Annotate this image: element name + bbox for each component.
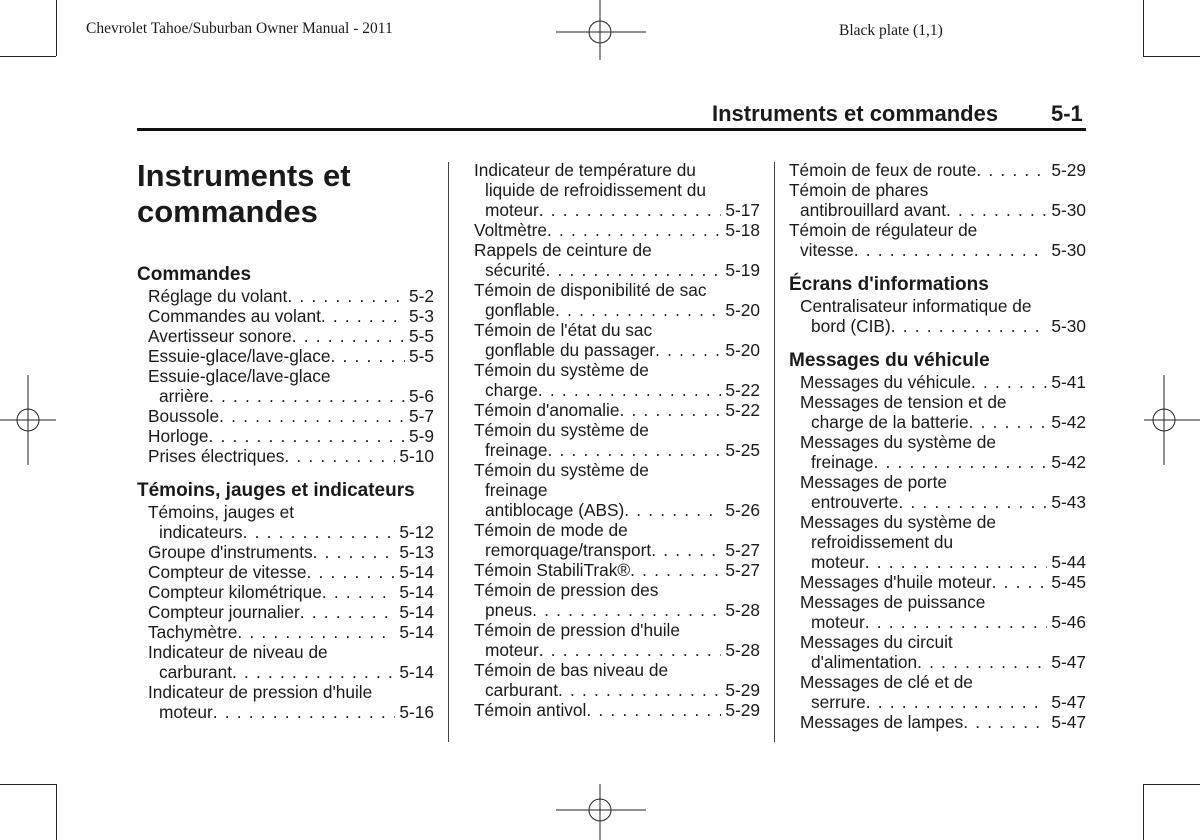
toc-entry[interactable]: [474, 420, 760, 460]
toc-entry[interactable]: [474, 560, 760, 580]
toc-entry[interactable]: [137, 562, 434, 582]
dot-leader: [538, 380, 722, 400]
toc-entry-text: Messages de porte: [800, 472, 947, 492]
toc-entry-text: moteur: [485, 200, 539, 220]
column-divider: [448, 162, 449, 742]
toc-entry-text: Témoin de régulateur de: [789, 220, 978, 240]
toc-entry-text: Compteur de vitesse: [148, 562, 307, 582]
toc-page-number: 5-14: [399, 582, 434, 602]
toc-page-number: 5-20: [725, 340, 760, 360]
toc-page-number: 5-25: [725, 440, 760, 460]
dot-leader: [586, 700, 721, 720]
toc-entry-text: Messages du circuit: [800, 632, 953, 652]
toc-entry-text: freinage: [485, 480, 548, 500]
crop-mark: [1143, 56, 1200, 57]
toc-entry-text: Témoin de pression d'huile: [474, 620, 680, 640]
chapter-title: [137, 158, 351, 230]
toc-column-1: [137, 264, 434, 722]
dot-leader: [866, 692, 1048, 712]
toc-entry-text: serrure: [811, 692, 866, 712]
toc-entry-text: Témoin de bas niveau de: [474, 660, 669, 680]
toc-entry[interactable]: [137, 426, 434, 446]
crop-mark: [1143, 784, 1200, 785]
toc-page-number: 5-29: [725, 680, 760, 700]
dot-leader: [546, 260, 722, 280]
crop-mark: [1143, 784, 1144, 840]
registration-mark-top: [556, 0, 646, 60]
page-number: 5-1: [1051, 101, 1083, 126]
chapter-title-line: Instruments et: [137, 158, 351, 193]
dot-leader: [619, 400, 721, 420]
toc-entry[interactable]: [137, 286, 434, 306]
dot-leader: [321, 306, 405, 326]
toc-entry[interactable]: [789, 512, 1086, 572]
dot-leader: [292, 326, 405, 346]
toc-page-number: 5-41: [1051, 372, 1086, 392]
crop-mark: [1143, 0, 1144, 56]
toc-entry-text: indicateurs: [159, 522, 243, 542]
toc-entry-text: Témoin de mode de: [474, 520, 628, 540]
toc-entry-text: Prises électriques: [148, 446, 285, 466]
toc-entry-text: freinage: [485, 440, 548, 460]
toc-entry[interactable]: [137, 642, 434, 682]
toc-page-number: 5-18: [725, 220, 760, 240]
toc-entry[interactable]: [474, 400, 760, 420]
toc-page-number: 5-14: [399, 622, 434, 642]
toc-entry-text: Témoin de l'état du sac: [474, 320, 653, 340]
toc-entry-text: Témoin du système de: [474, 360, 649, 380]
toc-entry-text: moteur: [159, 702, 213, 722]
toc-entry-text: Témoin du système de: [474, 460, 649, 480]
toc-entry[interactable]: [137, 602, 434, 622]
toc-entry-text: Témoins, jauges et: [148, 502, 295, 522]
header-rule: [137, 128, 1086, 131]
toc-entry-text: pneus: [485, 600, 533, 620]
toc-entry[interactable]: [137, 502, 434, 542]
toc-entry-text: Témoin antivol: [474, 700, 587, 720]
toc-page-number: 5-42: [1051, 452, 1086, 472]
toc-entry-text: Compteur journalier: [148, 602, 300, 622]
toc-entry-text: moteur: [485, 640, 539, 660]
toc-page-number: 5-22: [725, 380, 760, 400]
toc-entry-text: Indicateur de niveau de: [148, 642, 328, 662]
toc-entry-text: Messages du système de: [800, 512, 996, 532]
toc-entry-text: moteur: [811, 552, 865, 572]
toc-page-number: 5-47: [1051, 692, 1086, 712]
toc-entry-text: Centralisateur informatique de: [800, 296, 1032, 316]
toc-entry-text: refroidissement du: [811, 532, 954, 552]
registration-mark-left: [0, 375, 56, 465]
manual-title: Chevrolet Tahoe/Suburban Owner Manual - 2011: [86, 20, 393, 37]
toc-entry[interactable]: [474, 520, 760, 560]
toc-entry-text: Voltmètre: [474, 220, 547, 240]
toc-entry[interactable]: [789, 392, 1086, 432]
toc-section-heading: Messages du véhicule: [789, 350, 990, 371]
toc-entry-text: gonflable du passager: [485, 340, 656, 360]
toc-page-number: 5-2: [409, 286, 434, 306]
dot-leader: [558, 680, 721, 700]
toc-page-number: 5-29: [1051, 160, 1086, 180]
toc-page-number: 5-45: [1051, 572, 1086, 592]
dot-leader: [630, 560, 721, 580]
toc-entry[interactable]: [789, 632, 1086, 672]
dot-leader: [873, 452, 1047, 472]
toc-page-number: 5-5: [409, 326, 434, 346]
dot-leader: [624, 500, 721, 520]
toc-entry-text: Indicateur de température du: [474, 160, 696, 180]
toc-entry-text: Témoin StabiliTrak®: [474, 560, 631, 580]
toc-entry[interactable]: [474, 660, 760, 700]
toc-page-number: 5-22: [725, 400, 760, 420]
toc-entry-text: Témoin de feux de route: [789, 160, 977, 180]
toc-entry[interactable]: [474, 320, 760, 360]
toc-page-number: 5-47: [1051, 712, 1086, 732]
toc-entry[interactable]: [474, 280, 760, 320]
dot-leader: [555, 300, 721, 320]
toc-entry-text: Avertisseur sonore: [148, 326, 292, 346]
dot-leader: [655, 340, 721, 360]
toc-entry-text: Essuie-glace/lave-glace: [148, 366, 331, 386]
crop-mark: [56, 0, 57, 56]
toc-page-number: 5-30: [1051, 200, 1086, 220]
toc-entry-text: gonflable: [485, 300, 556, 320]
toc-entry[interactable]: [789, 372, 1086, 392]
toc-entry[interactable]: [137, 406, 434, 426]
dot-leader: [963, 712, 1047, 732]
toc-entry[interactable]: [789, 672, 1086, 712]
toc-entry-text: Horloge: [148, 426, 209, 446]
toc-page-number: 5-9: [409, 426, 434, 446]
toc-entry[interactable]: [474, 240, 760, 280]
toc-entry-text: Messages de clé et de: [800, 672, 973, 692]
dot-leader: [539, 640, 722, 660]
toc-entry-text: Compteur kilométrique: [148, 582, 322, 602]
toc-entry-text: Indicateur de pression d'huile: [148, 682, 373, 702]
toc-entry[interactable]: [474, 580, 760, 620]
toc-entry[interactable]: [789, 160, 1086, 180]
dot-leader: [219, 406, 405, 426]
toc-entry[interactable]: [474, 700, 760, 720]
toc-section-heading: Commandes: [137, 264, 252, 285]
toc-entry[interactable]: [789, 572, 1086, 592]
dot-leader: [232, 662, 395, 682]
toc-entry-text: antibrouillard avant: [800, 200, 947, 220]
dot-leader: [532, 600, 721, 620]
toc-entry[interactable]: [474, 620, 760, 660]
dot-leader: [284, 446, 395, 466]
dot-leader: [946, 200, 1047, 220]
dot-leader: [331, 346, 406, 366]
toc-entry[interactable]: [137, 446, 434, 466]
column-divider: [774, 162, 775, 742]
toc-entry-text: Messages du véhicule: [800, 372, 971, 392]
toc-page-number: 5-19: [725, 260, 760, 280]
dot-leader: [865, 552, 1048, 572]
toc-entry-text: freinage: [811, 452, 874, 472]
dot-leader: [969, 412, 1048, 432]
toc-entry-text: d'alimentation: [811, 652, 918, 672]
chapter-title-line: commandes: [137, 194, 318, 229]
toc-entry-text: Messages de lampes: [800, 712, 964, 732]
toc-entry-text: bord (CIB): [811, 316, 891, 336]
toc-entry[interactable]: [137, 346, 434, 366]
dot-leader: [976, 160, 1047, 180]
toc-column-3: [789, 160, 1086, 732]
toc-page-number: 5-28: [725, 640, 760, 660]
toc-entry[interactable]: [137, 542, 434, 562]
toc-page-number: 5-20: [725, 300, 760, 320]
toc-entry-text: Réglage du volant: [148, 286, 288, 306]
toc-entry-text: antiblocage (ABS): [485, 500, 625, 520]
toc-entry[interactable]: [789, 220, 1086, 260]
toc-entry[interactable]: [789, 712, 1086, 732]
registration-mark-right: [1144, 375, 1200, 465]
registration-mark-bottom: [556, 784, 646, 840]
crop-mark: [56, 784, 57, 840]
dot-leader: [854, 240, 1048, 260]
toc-page-number: 5-43: [1051, 492, 1086, 512]
toc-page-number: 5-27: [725, 560, 760, 580]
crop-mark: [0, 56, 56, 57]
dot-leader: [651, 540, 721, 560]
toc-entry-text: arrière: [159, 386, 209, 406]
toc-entry[interactable]: [474, 460, 760, 520]
toc-entry[interactable]: [137, 682, 434, 722]
toc-entry-text: carburant: [485, 680, 559, 700]
toc-entry[interactable]: [789, 592, 1086, 632]
toc-page-number: 5-5: [409, 346, 434, 366]
toc-entry-text: Groupe d'instruments: [148, 542, 313, 562]
dot-leader: [971, 372, 1047, 392]
toc-section-heading: Témoins, jauges et indicateurs: [137, 480, 415, 501]
toc-page-number: 5-14: [399, 662, 434, 682]
dot-leader: [243, 522, 396, 542]
toc-page-number: 5-14: [399, 562, 434, 582]
toc-page-number: 5-10: [399, 446, 434, 466]
dot-leader: [300, 602, 396, 622]
toc-entry-text: Messages du système de: [800, 432, 996, 452]
toc-entry-text: charge de la batterie: [811, 412, 969, 432]
toc-entry[interactable]: [137, 306, 434, 326]
dot-leader: [547, 440, 721, 460]
plate-label: Black plate (1,1): [839, 22, 943, 39]
toc-entry-text: remorquage/transport: [485, 540, 652, 560]
toc-page-number: 5-44: [1051, 552, 1086, 572]
toc-entry[interactable]: [137, 622, 434, 642]
dot-leader: [992, 572, 1048, 592]
toc-entry[interactable]: [137, 326, 434, 346]
toc-column-2: [474, 160, 760, 720]
dot-leader: [213, 702, 396, 722]
dot-leader: [322, 582, 396, 602]
toc-entry[interactable]: [789, 432, 1086, 472]
toc-entry-text: charge: [485, 380, 538, 400]
toc-entry-text: Boussole: [148, 406, 220, 426]
toc-page-number: 5-17: [725, 200, 760, 220]
dot-leader: [209, 386, 405, 406]
dot-leader: [287, 286, 405, 306]
toc-page-number: 5-46: [1051, 612, 1086, 632]
toc-page-number: 5-13: [399, 542, 434, 562]
toc-entry[interactable]: [474, 220, 760, 240]
toc-page-number: 5-7: [409, 406, 434, 426]
toc-entry-text: Témoin de pression des: [474, 580, 659, 600]
toc-page-number: 5-42: [1051, 412, 1086, 432]
toc-entry-text: Témoin de disponibilité de sac: [474, 280, 707, 300]
toc-page-number: 5-3: [409, 306, 434, 326]
toc-entry-text: Commandes au volant: [148, 306, 321, 326]
dot-leader: [891, 316, 1048, 336]
toc-entry[interactable]: [474, 160, 760, 220]
dot-leader: [539, 200, 722, 220]
toc-entry-text: moteur: [811, 612, 865, 632]
toc-page-number: 5-27: [725, 540, 760, 560]
section-title: Instruments et commandes: [712, 101, 999, 126]
toc-entry[interactable]: [137, 582, 434, 602]
toc-page-number: 5-47: [1051, 652, 1086, 672]
toc-entry[interactable]: [789, 472, 1086, 512]
toc-entry-text: Essuie-glace/lave-glace: [148, 346, 331, 366]
toc-entry-text: Messages de puissance: [800, 592, 986, 612]
toc-entry-text: Rappels de ceinture de: [474, 240, 652, 260]
toc-entry-text: Témoin du système de: [474, 420, 649, 440]
crop-mark: [0, 784, 56, 785]
toc-entry-text: liquide de refroidissement du: [485, 180, 706, 200]
toc-page-number: 5-29: [725, 700, 760, 720]
dot-leader: [209, 426, 405, 446]
toc-page-number: 5-14: [399, 602, 434, 622]
toc-page-number: 5-6: [409, 386, 434, 406]
dot-leader: [313, 542, 396, 562]
toc-entry-text: Messages d'huile moteur: [800, 572, 992, 592]
dot-leader: [917, 652, 1047, 672]
toc-entry-text: entrouverte: [811, 492, 899, 512]
toc-page-number: 5-30: [1051, 240, 1086, 260]
toc-entry-text: Tachymètre: [148, 622, 238, 642]
toc-entry-text: sécurité: [485, 260, 546, 280]
dot-leader: [307, 562, 396, 582]
dot-leader: [865, 612, 1048, 632]
toc-page-number: 5-12: [399, 522, 434, 542]
toc-entry[interactable]: [474, 360, 760, 400]
toc-page-number: 5-28: [725, 600, 760, 620]
dot-leader: [898, 492, 1047, 512]
toc-section-heading: Écrans d'informations: [789, 274, 989, 295]
toc-entry-text: carburant: [159, 662, 233, 682]
toc-entry-text: Messages de tension et de: [800, 392, 1007, 412]
toc-page-number: 5-16: [399, 702, 434, 722]
toc-entry[interactable]: [789, 296, 1086, 336]
toc-page-number: 5-26: [725, 500, 760, 520]
toc-entry[interactable]: [789, 180, 1086, 220]
toc-entry-text: Témoin de phares: [789, 180, 929, 200]
toc-entry-text: vitesse: [800, 240, 854, 260]
toc-entry-text: Témoin d'anomalie: [474, 400, 620, 420]
dot-leader: [547, 220, 721, 240]
toc-page-number: 5-30: [1051, 316, 1086, 336]
toc-entry[interactable]: [137, 366, 434, 406]
dot-leader: [237, 622, 395, 642]
